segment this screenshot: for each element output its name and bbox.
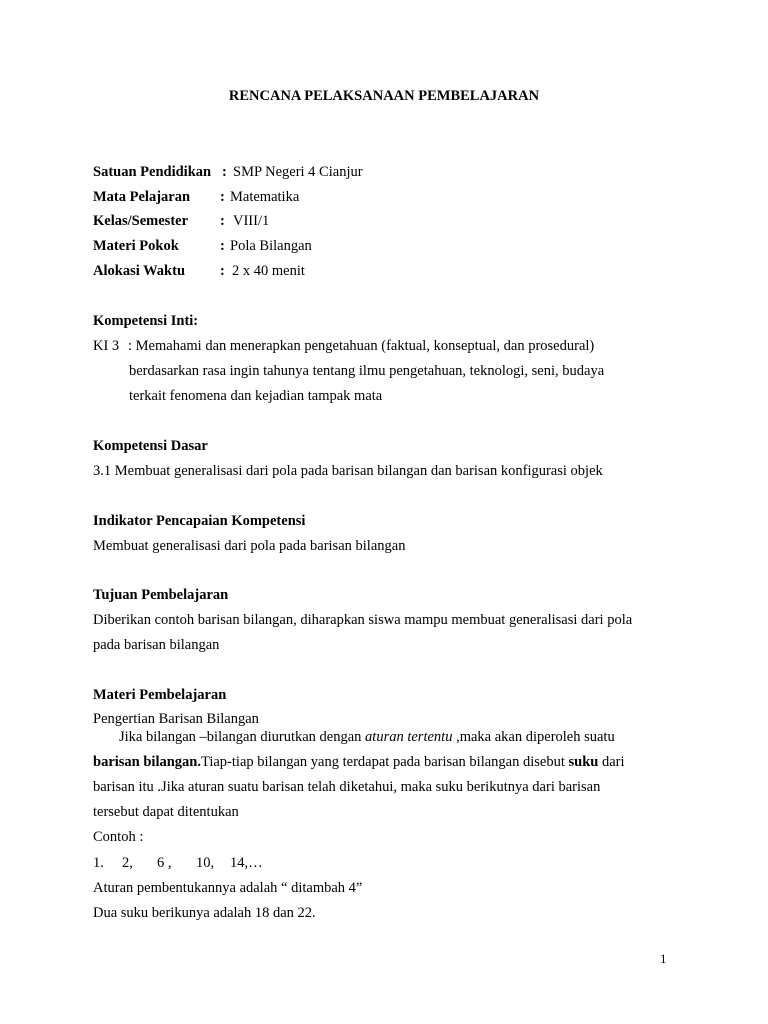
aturan-text: Aturan pembentukannya adalah “ ditambah 4” <box>93 880 363 896</box>
identity-label-kelas: Kelas/Semester <box>93 213 189 229</box>
materi-paragraph-line-1 <box>119 728 615 746</box>
identity-label-alokasi: Alokasi Waktu <box>93 263 186 279</box>
ipk-text: Membuat generalisasi dari pola pada barisan bilangan <box>93 538 406 554</box>
kd-heading: Kompetensi Dasar <box>93 438 208 454</box>
materi-p1-b: ,maka akan diperoleh suatu <box>452 729 615 745</box>
identity-label-materi: Materi Pokok <box>93 238 179 254</box>
ki-line-1: : Memahami dan menerapkan pengetahuan (faktual, konseptual, dan prosedural) <box>128 338 595 354</box>
dua-suku-text: Dua suku berikunya adalah 18 dan 22. <box>93 905 316 921</box>
materi-p2-b: dari <box>598 754 625 770</box>
tujuan-line-1: Diberikan contoh barisan bilangan, diharapkan siswa mampu membuat generalisasi dari pola <box>93 612 633 628</box>
contoh-label: Contoh : <box>93 829 144 845</box>
identity-value-mapel: Matematika <box>230 189 300 205</box>
ki-heading: Kompetensi Inti: <box>93 313 199 329</box>
identity-sep-kelas: : <box>220 213 225 229</box>
identity-value-kelas: VIII/1 <box>233 213 270 229</box>
identity-sep-satuan: : <box>222 164 227 180</box>
identity-sep-mapel: : <box>220 189 225 205</box>
materi-p2-bold: barisan bilangan. <box>93 754 201 770</box>
sequence-term-2: 6 , <box>157 855 172 871</box>
sequence-number: 1. <box>93 855 104 871</box>
materi-p1-italic: aturan tertentu <box>365 729 453 745</box>
sequence-term-3: 10, <box>196 855 215 871</box>
materi-paragraph-line-2 <box>93 753 625 771</box>
identity-label-satuan: Satuan Pendidikan <box>93 164 212 180</box>
kd-text: 3.1 Membuat generalisasi dari pola pada barisan bilangan dan barisan konfigurasi objek <box>93 463 603 479</box>
tujuan-line-2: pada barisan bilangan <box>93 637 220 653</box>
sequence-term-1: 2, <box>122 855 133 871</box>
identity-label-mapel: Mata Pelajaran <box>93 189 191 205</box>
materi-paragraph-line-4: tersebut dapat ditentukan <box>93 804 239 820</box>
tujuan-heading: Tujuan Pembelajaran <box>93 587 229 603</box>
materi-heading: Materi Pembelajaran <box>93 687 227 703</box>
page-number: 1 <box>660 951 667 966</box>
ipk-heading: Indikator Pencapaian Kompetensi <box>93 513 306 529</box>
ki-line-3: terkait fenomena dan kejadian tampak mata <box>129 388 383 404</box>
materi-paragraph-line-3: barisan itu .Jika aturan suatu barisan telah diketahui, maka suku berikutnya dari barisan <box>93 779 601 795</box>
sequence-term-4: 14,… <box>230 855 263 871</box>
identity-value-alokasi: 2 x 40 menit <box>232 263 305 279</box>
materi-p2-bold2: suku <box>568 754 599 770</box>
document-title: RENCANA PELAKSANAAN PEMBELAJARAN <box>228 88 540 104</box>
materi-p2-a: Tiap-tiap bilangan yang terdapat pada barisan bilangan disebut <box>201 754 569 770</box>
ki-line-2: berdasarkan rasa ingin tahunya tentang ilmu pengetahuan, teknologi, seni, budaya <box>129 363 605 379</box>
materi-p1-a: Jika bilangan –bilangan diurutkan dengan <box>119 729 366 745</box>
identity-value-materi: Pola Bilangan <box>230 238 312 254</box>
materi-subheading: Pengertian Barisan Bilangan <box>93 711 259 727</box>
ki-code: KI 3 <box>93 338 120 354</box>
identity-value-satuan: SMP Negeri 4 Cianjur <box>233 164 363 180</box>
identity-sep-materi: : <box>220 238 225 254</box>
identity-sep-alokasi: : <box>220 263 225 279</box>
